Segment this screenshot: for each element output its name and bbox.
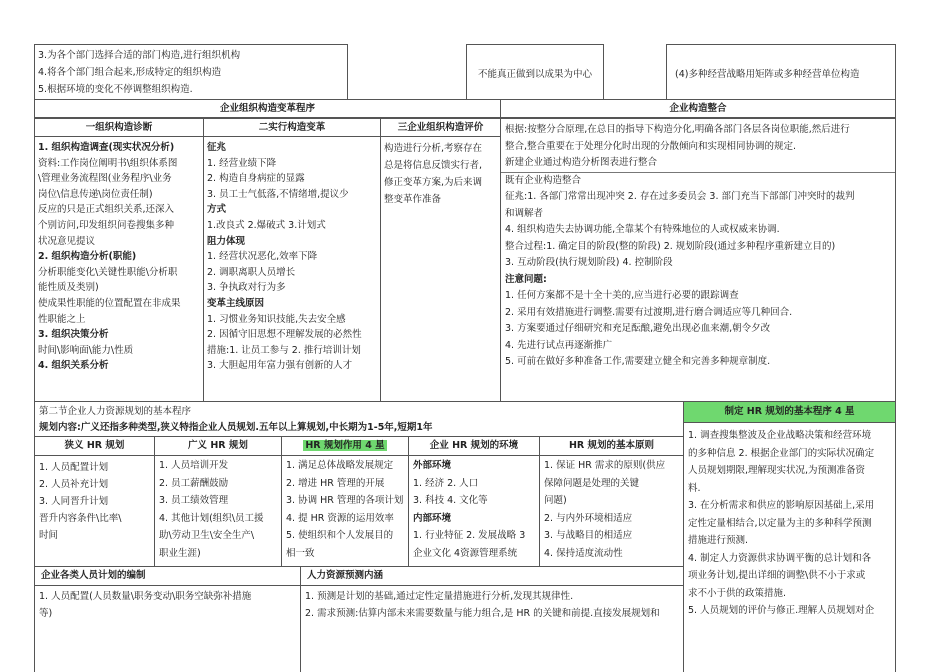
hr-item: 5. 使组织和个人发展目的 [286,530,394,541]
hr-item: 1. 行业特征 2. 发展战略 3 [413,530,526,541]
hr-col3-header [281,436,409,456]
hr-col5-header: HR 规划的基本原则 [539,436,684,456]
procedure-line: 求不小于供的政策措施. [688,587,787,599]
staff-plan-line: 等) [39,608,53,619]
procedure-line: 措施进行预测. [688,535,749,546]
hr-col5-body [539,455,684,567]
diagnosis-line: 个别访问,印发组织问卷搜集多种 [38,219,175,231]
hr-item: 3. 员工绩效管理 [159,495,229,506]
evaluation-line: 构造进行分析,考察存在 [384,143,483,154]
top-middle-text: 不能真正做到以成果为中心 [477,69,592,80]
hr-item: 4. 保持适度流动性 [544,547,623,559]
integration-line: 整合,整合重要在于处理分化时出现的分散倾向和实现相同协调的规定. [505,140,797,152]
evaluation-line: 总是将信息反馈实行者, [384,160,483,171]
hr-item: 1. 人员培训开发 [159,460,229,471]
integration-line: 征兆:1. 各部门常常出现冲突 2. 存在过多委员会 3. 部门充当下部部门冲突时的裁判 [505,191,855,202]
top-steps-box [34,44,348,100]
integration-body [500,118,896,402]
staff-plan-line: 1. 人员配置(人员数量\职务变动\职务空缺弥补措施 [39,591,252,602]
staff-plan-title: 企业各类人员计划的编制 [34,566,301,586]
diagnosis-line: 反应的只是正式组织关系,还深入 [38,204,175,216]
procedure-title: 制定 HR 规划的基本程序 4 星 [683,401,896,423]
hr-item: 2. 员工薪酬鼓励 [159,477,229,489]
plan-content [39,420,679,436]
diagnosis-line: 状况意见提议 [38,235,96,247]
diagnosis-line: 资料:工作岗位阐明书\组织体系图 [38,157,178,169]
forecast-body [300,585,684,672]
hr-env-heading: 内部环境 [413,512,452,524]
procedure-line: 4. 制定人力资源供求协调平衡的总计划和各 [688,552,872,564]
hr-item: 4. 提 HR 资源的运用效率 [286,512,394,524]
hr-col4-body [408,455,540,567]
diagnosis-line: \管理业务流程图(业务程序\业务 [38,173,172,185]
change-heading: 方式 [207,204,227,216]
restructure-col1-body [34,136,204,402]
procedure-line: 1. 调查搜集整波及企业战略决策和经营环境 [688,430,872,441]
forecast-line: 2. 需求预测:估算内部未来需要数量与能力组合,是 HR 的关键和前提.直接发展规划和 [305,608,660,619]
restructure-col1-header: 一组织构造诊断 [34,118,204,137]
integration-line: 3. 互动阶段(执行规划阶段) 4. 控制阶段 [505,257,673,268]
change-line: 2. 调职离职人员增长 [207,266,296,278]
change-line: 3. 员工士气低落,不情绪增,提议少 [207,188,349,200]
plan-content-text: 广义还指多种类型,狭义特指企业人员规划.五年以上算规划,中长期为1-5年,短期1年 [80,422,433,433]
change-line: 措施:1. 让员工参与 2. 推行培训计划 [207,344,361,356]
hr-item: 4. 其他计划(组织\员工援 [159,512,264,524]
diagnosis-item: 1. 组织构造调查(现实状况分析) [38,142,175,153]
staff-plan-body [34,585,301,672]
diagnosis-line: 性职能之上 [38,313,86,325]
hr-item: 2. 人员补充计划 [39,479,109,490]
evaluation-line: 修正变革方案,为后来调 [384,177,483,188]
change-line: 2. 构造自身病症的显露 [207,173,305,185]
diagnosis-line: 分析职能变化\关键性职能\分析职 [38,266,178,278]
restructure-col2-header: 二实行构造变革 [203,118,381,137]
procedure-line: 3. 在分析需求和供应的影响原因基础上,采用 [688,500,875,511]
section-title: 第二节企业人力资源规划的基本程序 [39,406,192,417]
diagnosis-line: 能性质及类别) [38,282,99,294]
integration-line: 5. 可前在做好多种准备工作,需要建立健全和完善多种规章制度. [505,356,771,367]
hr-plan-section [34,401,684,437]
hr-col1-header: 狭义 HR 规划 [34,436,155,456]
hr-col3-header-text: HR 规划作用 4 星 [305,440,385,451]
forecast-title: 人力资源预测内涵 [300,566,684,586]
top-step-4: 4.将各个部门组合起来,形成特定的组织构造 [38,67,222,78]
procedure-line: 项业务计划,提出详细的调整\供不小于求或 [688,570,866,581]
hr-item: 保障问题是处理的关键 [544,477,640,489]
change-heading: 变革主线原因 [207,297,265,309]
restructure-title: 企业组织构造变革程序 [34,99,501,118]
change-line: 1.改良式 2.爆破式 3.计划式 [207,219,326,231]
procedure-body [683,422,896,672]
integration-line: 新建企业通过构造分析图表进行整合 [501,155,895,173]
integration-line: 既有企业构造整合 [505,174,582,186]
diagnosis-item: 2. 组织构造分析(职能) [38,251,137,263]
hr-col2-body [154,455,282,567]
hr-col4-header: 企业 HR 规划的环境 [408,436,540,456]
hr-env-heading: 外部环境 [413,460,452,471]
change-line: 1. 经营状况恶化,效率下降 [207,251,318,263]
diagnosis-line: 时间\影响面\能力\性质 [38,344,134,356]
restructure-col3-header: 三企业组织构造评价 [380,118,501,137]
top-middle-box [466,44,604,100]
hr-item: 助\劳动卫生\安全生产\ [159,530,255,541]
procedure-line: 5. 人员规划的评价与修正.理解人员规划对企 [688,605,875,616]
hr-item: 2. 增进 HR 管理的开展 [286,477,385,489]
change-line: 3. 争执政对行为多 [207,282,286,294]
integration-line: 4. 组织构造失去协调功能,全靠某个有特殊地位的人或权威来协调. [505,224,780,235]
top-step-3: 3.为各个部门选择合适的部门构造,进行组织机构 [38,50,241,61]
integration-line: 2. 采用有效措施进行调整.需要有过渡期,进行磨合调适应等几种回合. [505,306,793,318]
change-line: 1. 经营业绩下降 [207,157,277,169]
hr-item: 1. 经济 2. 人口 [413,477,479,489]
integration-line: 3. 方案要通过仔细研究和充足酝酿,避免出现必血来潮,朝令夕改 [505,323,771,334]
hr-item: 晋升内容条件\比率\ [39,513,122,524]
plan-content-label: 规划内容: [39,422,81,433]
integration-heading: 注意问题: [505,273,547,285]
hr-item: 时间 [39,530,59,541]
integration-title: 企业构造整合 [500,99,896,118]
hr-item: 3. 协调 HR 管理的各项计划 [286,495,404,506]
change-line: 1. 习惯业务知识技能,失去安全感 [207,313,346,325]
hr-item: 1. 满足总体战略发展规定 [286,460,394,471]
hr-item: 1. 保证 HR 需求的原则(供应 [544,460,666,471]
change-line: 2. 因循守旧思想不理解发展的必然性 [207,329,362,341]
hr-item: 2. 与内外环境相适应 [544,512,633,524]
hr-item: 职业生涯) [159,547,201,559]
diagnosis-line: 岗位\信息传递\岗位责任制) [38,188,153,200]
diagnosis-line: 使成果性职能的位置配置在非成果 [38,297,181,309]
integration-line: 4. 先进行试点再逐渐推广 [505,339,613,351]
integration-line: 根据:按整分合原理,在总目的指导下构造分化,明确各部门各层各岗位职能,然后进行 [505,124,850,135]
integration-line: 和调解者 [505,207,544,219]
change-line: 3. 大胆起用年富力强有创新的人才 [207,360,353,372]
diagnosis-item: 4. 组织关系分析 [38,360,109,372]
hr-item: 3. 与战略目的相适应 [544,530,633,541]
top-right-text: (4)多种经营战略用矩阵或多种经营单位构造 [675,69,860,80]
integration-line: 1. 任何方案都不是十全十美的,应当进行必要的跟踪调查 [505,290,739,301]
diagnosis-item: 3. 组织决策分析 [38,329,109,341]
forecast-line: 1. 预测是计划的基础,通过定性定量措施进行分析,发现其规律性. [305,591,574,602]
top-right-box [666,44,896,100]
restructure-col2-body [203,136,381,402]
hr-item: 3. 科技 4. 文化等 [413,495,488,506]
hr-item: 相一致 [286,547,315,559]
change-heading: 征兆 [207,142,227,153]
top-step-5: 5.根据环境的变化不停调整组织构造. [38,84,193,95]
hr-item: 企业文化 4资源管理系统 [413,547,518,559]
hr-item: 1. 人员配置计划 [39,462,109,473]
restructure-col3-body [380,136,501,402]
evaluation-line: 整变革作准备 [384,194,442,205]
hr-col3-body [281,455,409,567]
hr-col1-body [34,455,155,567]
procedure-line: 料. [688,482,701,494]
procedure-line: 定性定量相结合,以定量为主的多种科学预测 [688,517,872,529]
procedure-line: 的多种信息 2. 根据企业部门的实际状况确定 [688,447,875,459]
change-heading: 阻力体现 [207,235,246,247]
integration-line: 整合过程:1. 确定目的阶段(整的阶段) 2. 规划阶段(通过多种程序重新建立目的) [505,240,836,252]
hr-item: 问题) [544,495,567,506]
hr-item: 3. 人同晋升计划 [39,496,109,507]
procedure-line: 人员规划期限,理解现实状况,为预测准备资 [688,465,866,476]
hr-col2-header: 广义 HR 规划 [154,436,282,456]
